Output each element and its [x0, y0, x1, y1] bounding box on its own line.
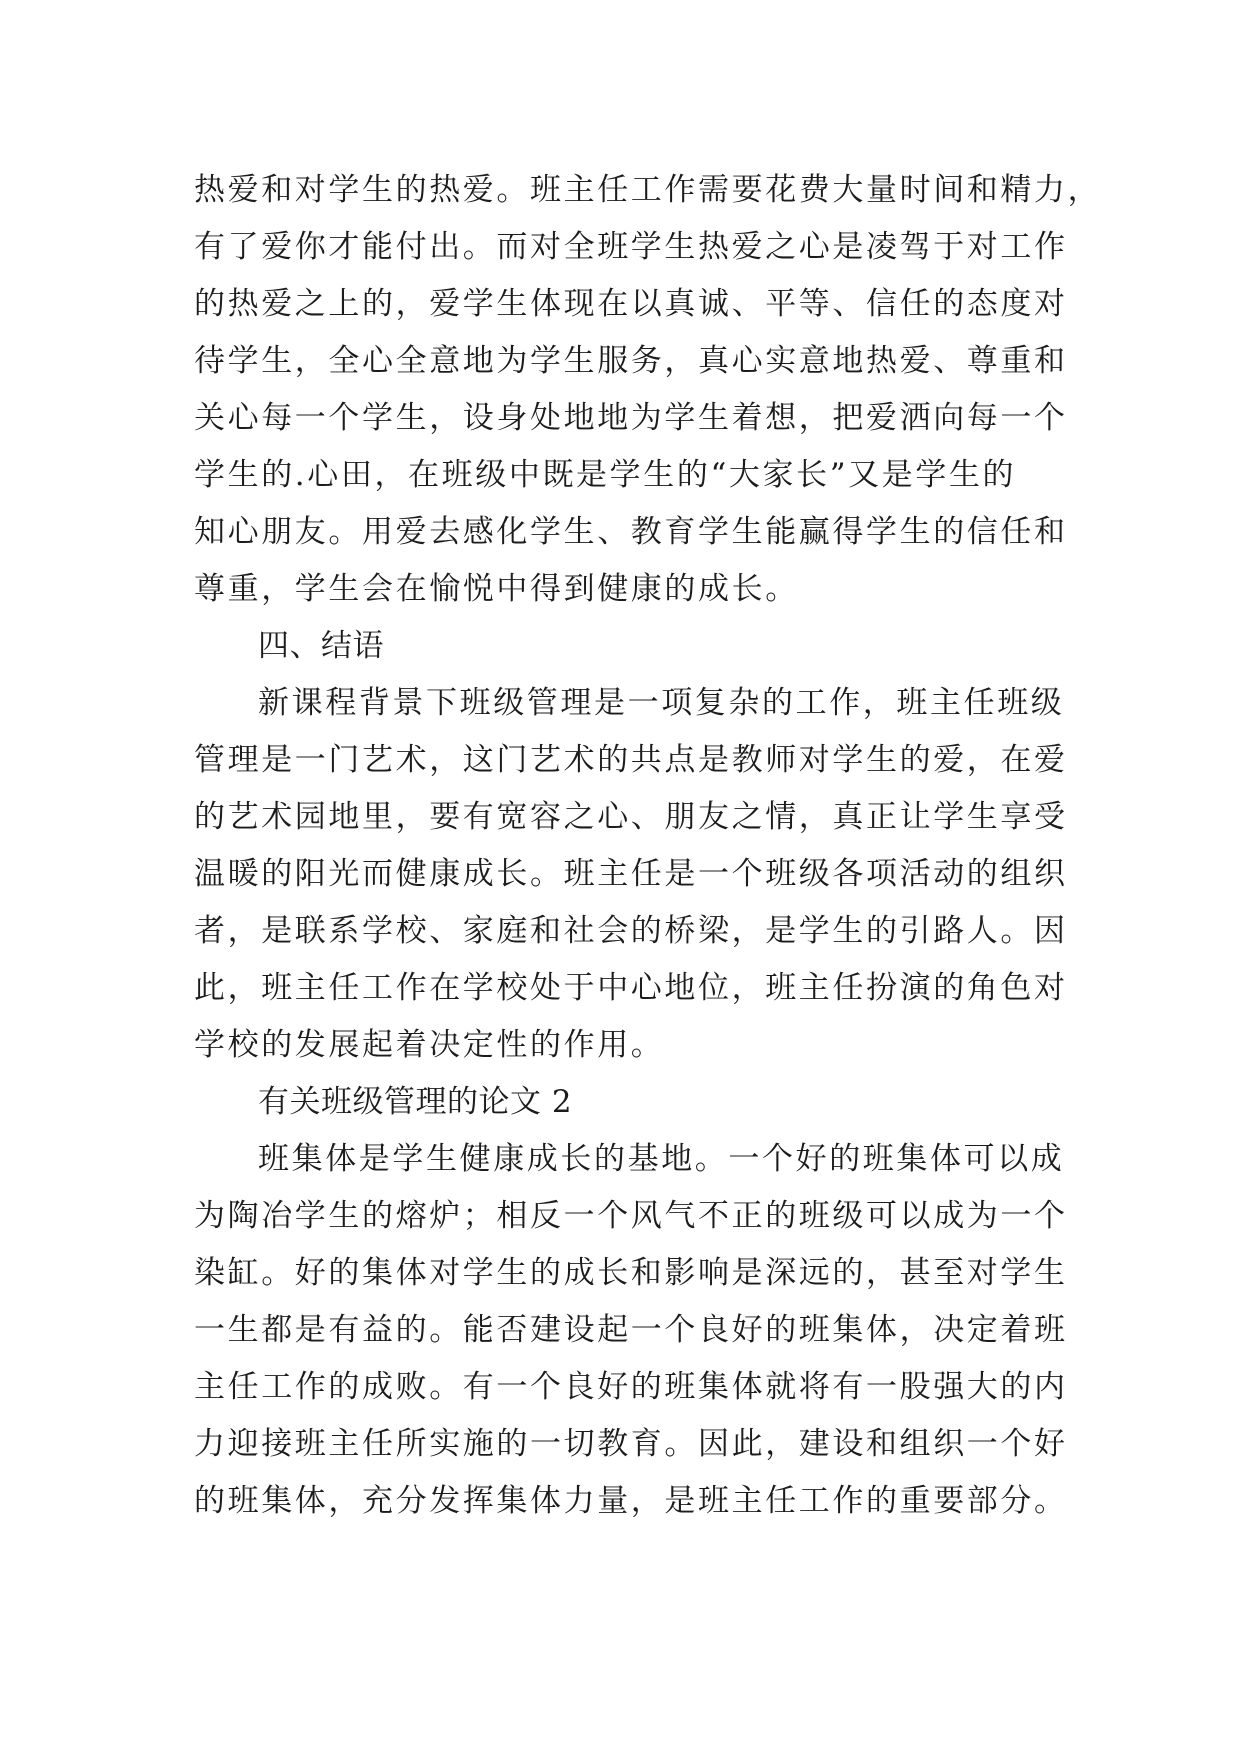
paragraph-line: 的班集体，充分发挥集体力量，是班主任工作的重要部分。 — [194, 1483, 1068, 1519]
paragraph-line: 主任工作的成败。有一个良好的班集体就将有一股强大的内 — [194, 1369, 1068, 1405]
paragraph-line: 关心每一个学生，设身处地地为学生着想，把爱洒向每一个 — [194, 400, 1068, 436]
paragraph-line: 有了爱你才能付出。而对全班学生热爱之心是凌驾于对工作 — [194, 229, 1068, 265]
paragraph-line: 力迎接班主任所实施的一切教育。因此，建设和组织一个好 — [194, 1426, 1068, 1462]
paragraph-line: 一生都是有益的。能否建设起一个良好的班集体，决定着班 — [194, 1312, 1068, 1348]
paragraph-line: 热爱和对学生的热爱。班主任工作需要花费大量时间和精力， — [194, 172, 1102, 208]
paragraph-line: 尊重，学生会在愉悦中得到健康的成长。 — [194, 571, 799, 607]
paragraph-line: 学生的.心田，在班级中既是学生的“大家长”又是学生的 — [194, 457, 1017, 493]
paragraph-line: 温暖的阳光而健康成长。班主任是一个班级各项活动的组织 — [194, 856, 1068, 892]
essay-title: 有关班级管理的论文 2 — [258, 1084, 573, 1120]
paragraph-line: 管理是一门艺术，这门艺术的共点是教师对学生的爱，在爱 — [194, 742, 1068, 778]
paragraph-line: 者，是联系学校、家庭和社会的桥梁，是学生的引路人。因 — [194, 913, 1068, 949]
paragraph-line: 新课程背景下班级管理是一项复杂的工作，班主任班级 — [258, 685, 1065, 721]
paragraph-line: 的艺术园地里，要有宽容之心、朋友之情，真正让学生享受 — [194, 799, 1068, 835]
paragraph-line: 学校的发展起着决定性的作用。 — [194, 1027, 665, 1063]
paragraph-line: 的热爱之上的，爱学生体现在以真诚、平等、信任的态度对 — [194, 286, 1068, 322]
paragraph-line: 班集体是学生健康成长的基地。一个好的班集体可以成 — [258, 1141, 1065, 1177]
paragraph-line: 此，班主任工作在学校处于中心地位，班主任扮演的角色对 — [194, 970, 1068, 1006]
paragraph-line: 染缸。好的集体对学生的成长和影响是深远的，甚至对学生 — [194, 1255, 1068, 1291]
paragraph-line: 知心朋友。用爱去感化学生、教育学生能赢得学生的信任和 — [194, 514, 1068, 550]
paragraph-line: 为陶冶学生的熔炉；相反一个风气不正的班级可以成为一个 — [194, 1198, 1068, 1234]
paragraph-line: 待学生，全心全意地为学生服务，真心实意地热爱、尊重和 — [194, 343, 1068, 379]
section-heading: 四、结语 — [258, 628, 384, 664]
